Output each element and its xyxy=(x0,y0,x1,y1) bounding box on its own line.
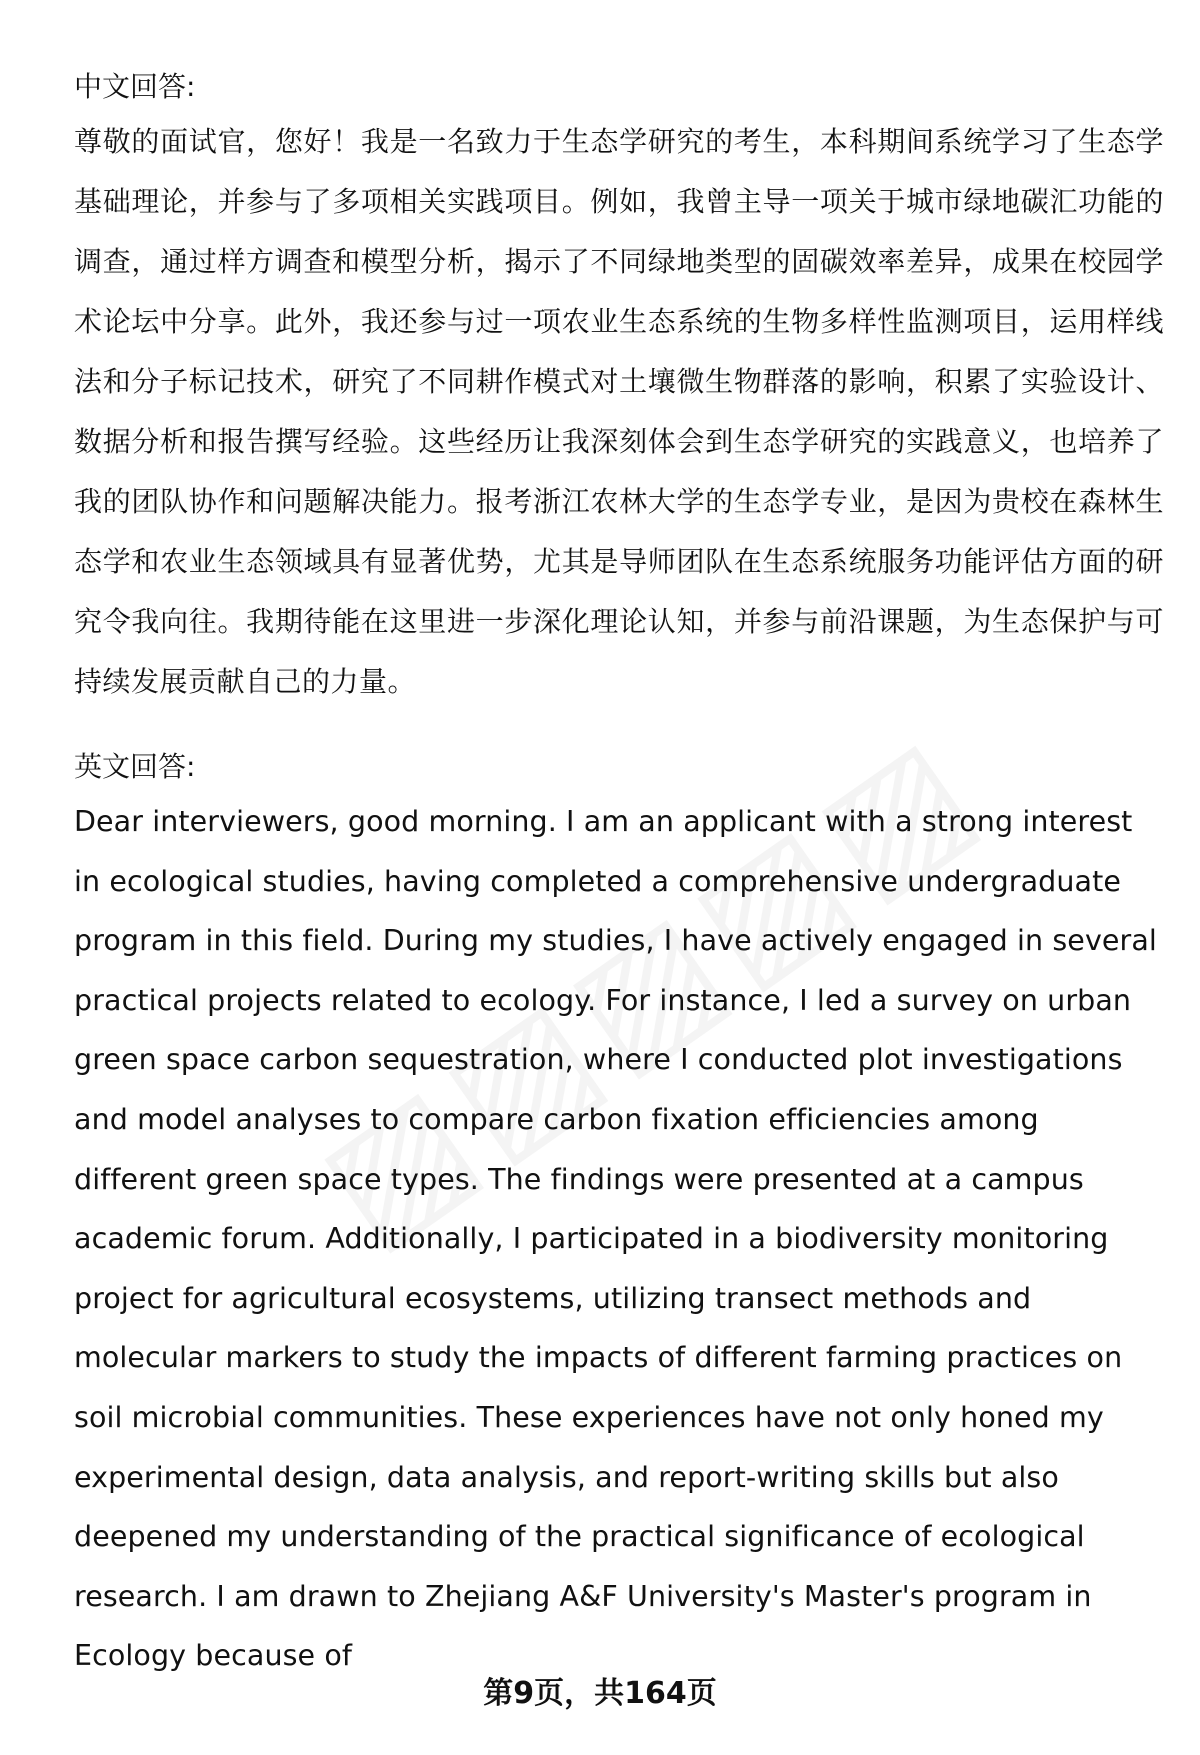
page-indicator: 第9页，共164页 xyxy=(483,1676,717,1711)
chinese-answer-paragraph: 尊敬的面试官，您好！我是一名致力于生态学研究的考生，本科期间系统学习了生态学基础理论，并参与了多项相关实践项目。例如，我曾主导一项关于城市绿地碳汇功能的调查，通过样方调查和模型分析，揭示了不同绿地类型的固碳效率差异，成果在校园学术论坛中分享。此外，我还参与过一项农业生态系统的生物多样性监测项目，运用样线法和分子标记技术，研究了不同耕作模式对土壤微生物群落的影响，积累了实验设计、数据分析和报告撰写经验。这些经历让我深刻体会到生态学研究的实践意义，也培养了我的团队协作和问题解决能力。报考浙江农林大学的生态学专业，是因为贵校在森林生态学和农业生态领域具有显著优势，尤其是导师团队在生态系统服务功能评估方面的研究令我向往。我期待能在这里进一步深化理论认知，并参与前沿课题，为生态保护与可持续发展贡献自己的力量。 xyxy=(74,125,1164,698)
chinese-answer-label: 中文回答: xyxy=(74,70,196,103)
content-area xyxy=(74,62,1164,1686)
english-answer-paragraph: Dear interviewers, good morning. I am an applicant with a strong interest in ecological studies, having completed a comprehensive undergraduate program in this field. During my studies, I have actively engaged in several practical projects related to ecology. For instance, I led a survey on urban green space carbon sequestration, where I conducted plot investigations and model analyses to compare carbon fixation efficiencies among different green space types. The findings were presented at a campus academic forum. Additionally, I participated in a biodiversity monitoring project for agricultural ecosystems, utilizing transect methods and molecular markers to study the impacts of different farming practices on soil microbial communities. These experiences have not only honed my experimental design, data analysis, and report-writing skills but also deepened my understanding of the practical significance of ecological research. I am drawn to Zhejiang A&F University's Master's program in Ecology because of xyxy=(74,805,1157,1673)
english-answer-label: 英文回答: xyxy=(74,750,196,783)
